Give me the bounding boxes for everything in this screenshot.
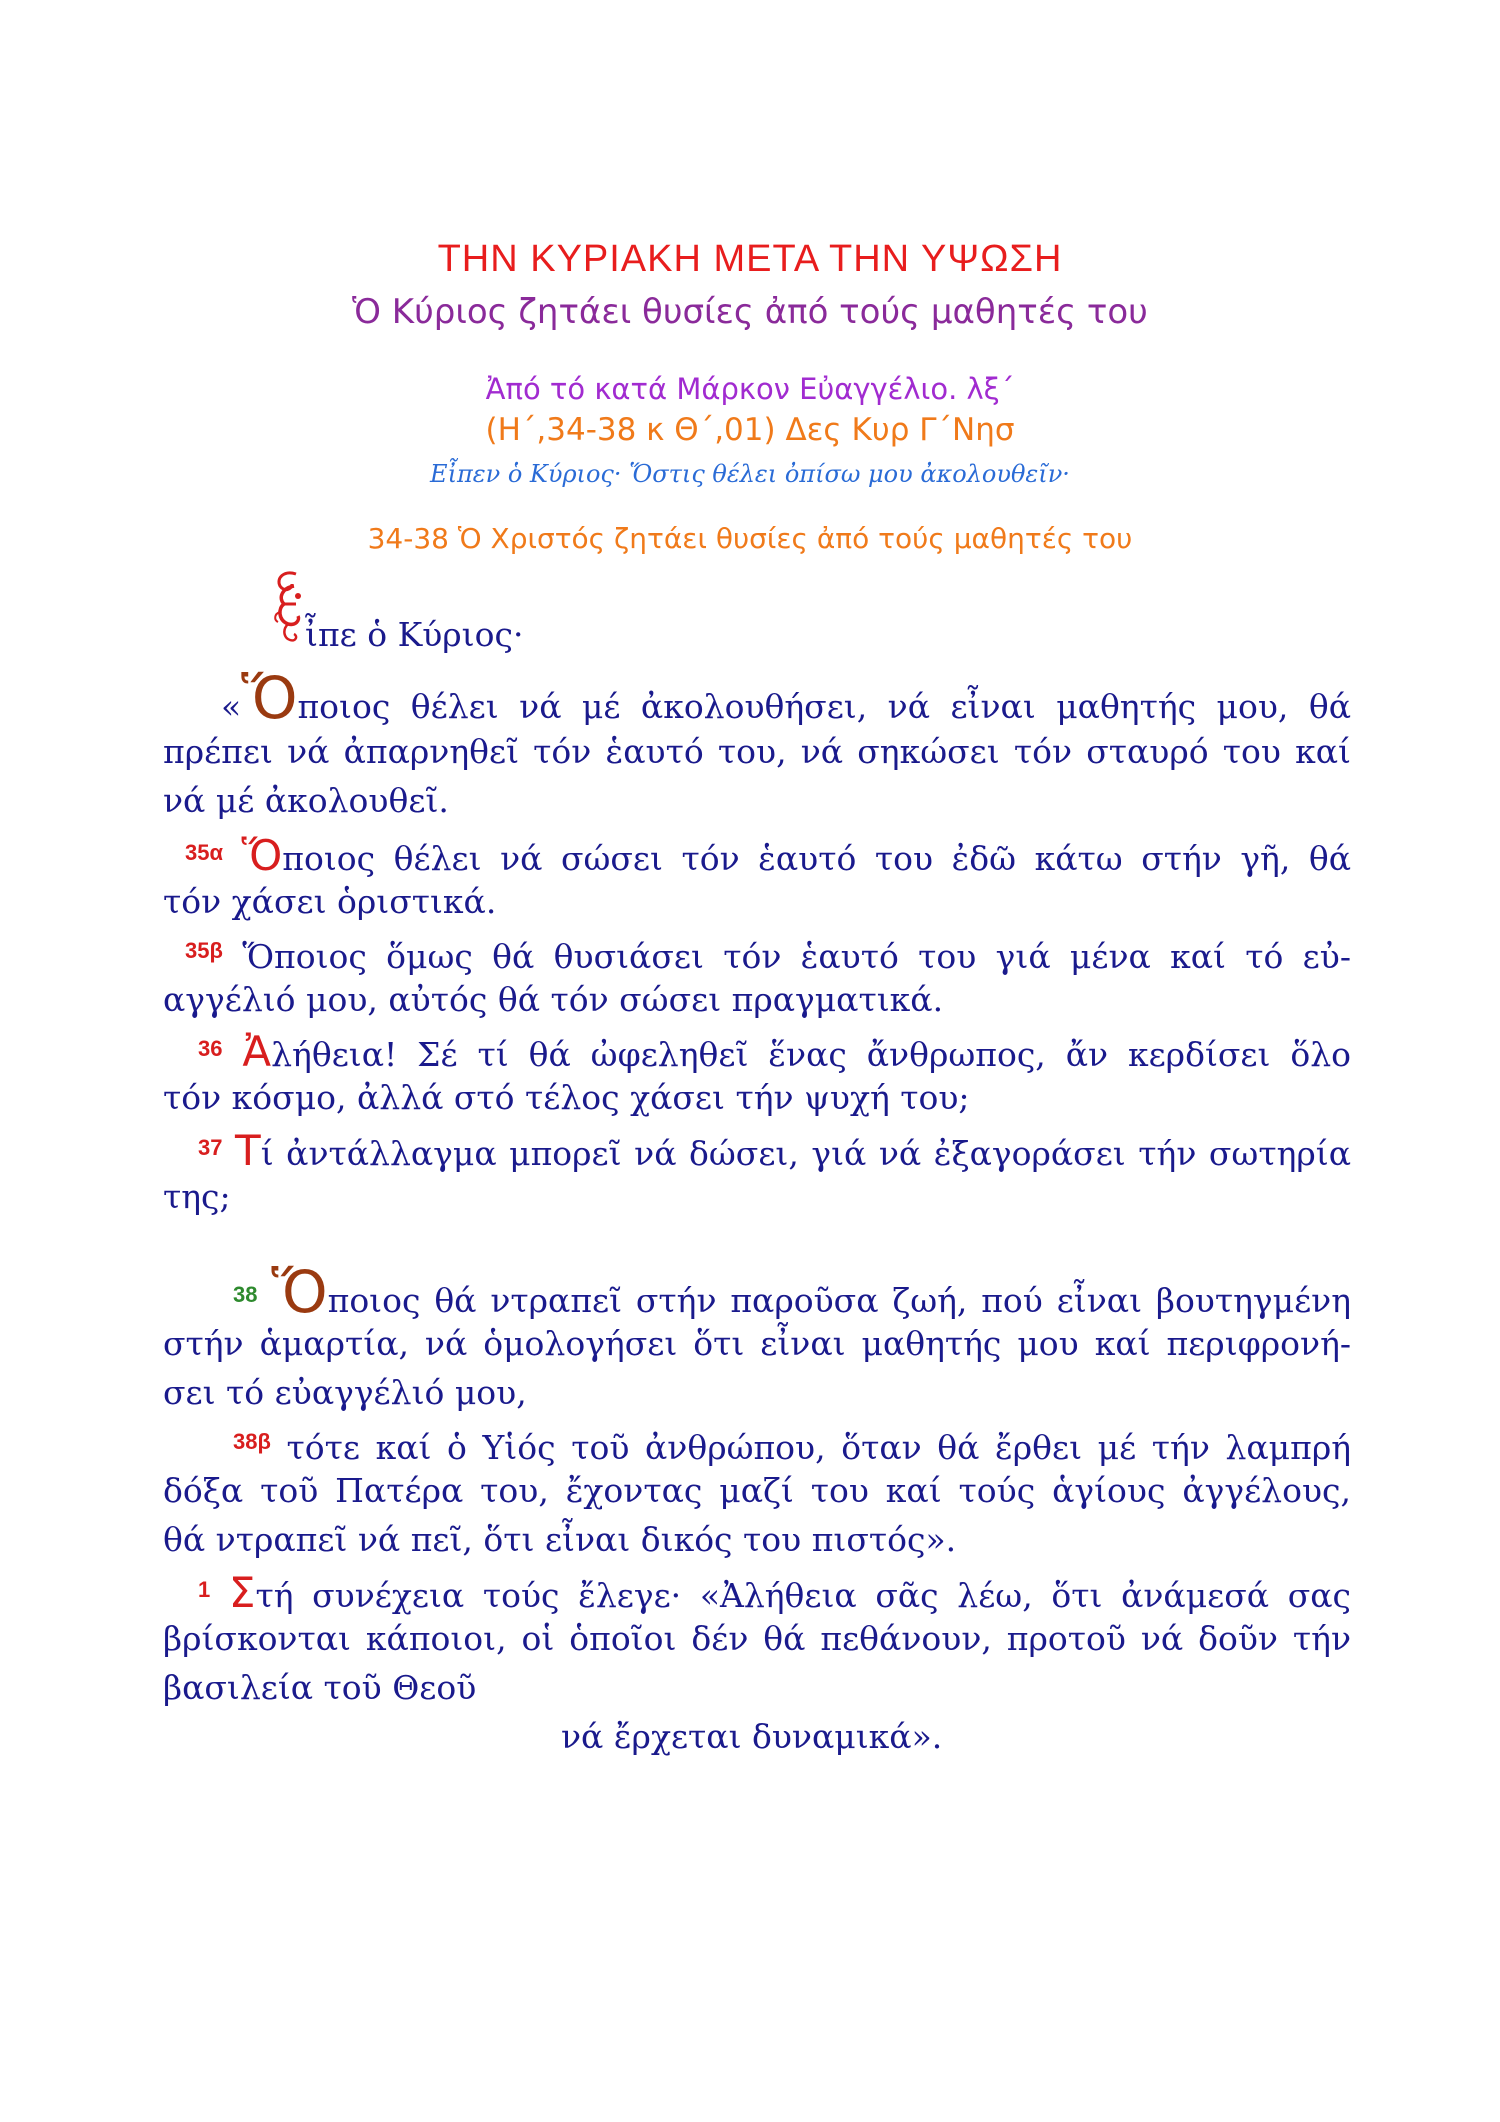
verse-38b-line-1: $^{38\beta}$ τότε καί ὁ Υἱός τοῦ ἀνθρώπου, ὅταν θά ἔρθει μέ τήν λαμπρή	[233, 1428, 1351, 1467]
verse-number: 35β	[185, 938, 223, 963]
opening-line	[305, 610, 523, 659]
verse-34-line-3: νά μέ ἀκολουθεῖ.	[163, 781, 449, 820]
verse-35a-capital: Ὅ	[241, 831, 283, 880]
verse-1-line-1: $^1$ Στή συνέχεια τούς ἔλεγε· «Ἀλήθεια σᾶς λέω, ὅτι ἀνάμεσά σας	[198, 1568, 1351, 1617]
verse-number: 37	[198, 1135, 223, 1160]
verse-35b-line-2: αγγέλιό μου, αὐτός θά τόν σώσει πραγματικά.	[163, 980, 944, 1019]
section-heading: 34-38 Ὁ Χριστός ζητάει θυσίες ἀπό τούς μαθητές του	[367, 522, 1133, 555]
verse-37-line-1: $^{37}$ Τί ἀντάλλαγμα μπορεῖ νά δώσει, γιά νά ἐξαγοράσει τήν σωτηρία	[198, 1126, 1351, 1175]
verse-34-capital: Ὅ	[241, 664, 298, 732]
gospel-body	[163, 0, 1351, 2122]
verse-number: 1	[198, 1577, 211, 1602]
incipit-line: Εἶπεν ὁ Κύριος· Ὅστις θέλει ὀπίσω μου ἀκολουθεῖν·	[430, 460, 1070, 488]
verse-number: 38β	[233, 1429, 271, 1454]
page-subtitle: Ὁ Κύριος ζητάει θυσίες ἀπό τούς μαθητές του	[352, 292, 1148, 332]
verse-34-line-2: πρέπει νά ἀπαρνηθεῖ τόν ἑαυτό του, νά σηκώσει τόν σταυρό του καί	[163, 732, 1351, 771]
verse-1-line-4: νά ἔρχεται δυναμικά».	[561, 1717, 943, 1756]
verse-38-capital: Ὅ	[271, 1258, 328, 1326]
verse-34-line-1: «Ὅποιος θέλει νά μέ ἀκολουθήσει, νά εἶναι μαθητής μου, θά	[221, 664, 1351, 732]
page-title: ΤΗΝ ΚΥΡΙΑΚΗ ΜΕΤΑ ΤΗΝ ΥΨΩΣΗ	[437, 238, 1063, 280]
verse-38b-line-3: θά ντραπεῖ νά πεῖ, ὅτι εἶναι δικός του πιστός».	[163, 1520, 957, 1559]
opening-text: ἶπε ὁ Κύριος·	[305, 615, 524, 654]
gospel-source: Ἀπό τό κατά Μάρκον Εὐαγγέλιο. λξ΄	[485, 372, 1015, 406]
verse-38-line-3: σει τό εὐαγγέλιό μου,	[163, 1373, 527, 1412]
verse-38b-line-2: δόξα τοῦ Πατέρα του, ἔχοντας μαζί του καί τούς ἁγίους ἀγγέλους,	[163, 1471, 1351, 1510]
verse-35a-line-1: $^{35\alpha}$ Ὅποιος θέλει νά σώσει τόν ἑαυτό του ἐδῶ κάτω στήν γῆ, θά	[185, 831, 1351, 880]
verse-1-line-3: βασιλεία τοῦ Θεοῦ	[163, 1668, 477, 1707]
gospel-reference: (Η΄,34-38 κ Θ΄,01) Δες Κυρ Γ΄Νησ	[485, 412, 1015, 448]
verse-number: 35α	[185, 840, 223, 865]
verse-1-capital: Σ	[228, 1568, 256, 1617]
verse-35b-line-1: $^{35\beta}$ Ὅποιος ὅμως θά θυσιάσει τόν ἑαυτό του γιά μένα καί τό εὐ-	[185, 937, 1351, 976]
verse-number: 36	[198, 1036, 223, 1061]
verse-37-line-2: της;	[163, 1177, 231, 1216]
verse-number: 38	[233, 1282, 258, 1307]
verse-36-line-2: τόν κόσμο, ἀλλά στό τέλος χάσει τήν ψυχή του;	[163, 1078, 970, 1117]
verse-35a-line-2: τόν χάσει ὁριστικά.	[163, 882, 497, 921]
verse-36-capital: Ἀ	[242, 1027, 272, 1076]
verse-37-capital: Τ	[235, 1126, 261, 1175]
verse-38-line-2: στήν ἁμαρτία, νά ὁμολογήσει ὅτι εἶναι μαθητής μου καί περιφρονή-	[163, 1324, 1351, 1363]
verse-1-line-2: βρίσκονται κάποιοι, οἱ ὁποῖοι δέν θά πεθάνουν, προτοῦ νά δοῦν τήν	[163, 1619, 1351, 1658]
verse-38-line-1: $^{38}$ Ὅποιος θά ντραπεῖ στήν παροῦσα ζωή, πού εἶναι βουτηγμένη	[233, 1258, 1351, 1326]
verse-36-line-1: $^{36}$ Ἀλήθεια! Σέ τί θά ὠφεληθεῖ ἕνας ἄνθρωπος, ἄν κερδίσει ὅλο	[198, 1027, 1352, 1076]
